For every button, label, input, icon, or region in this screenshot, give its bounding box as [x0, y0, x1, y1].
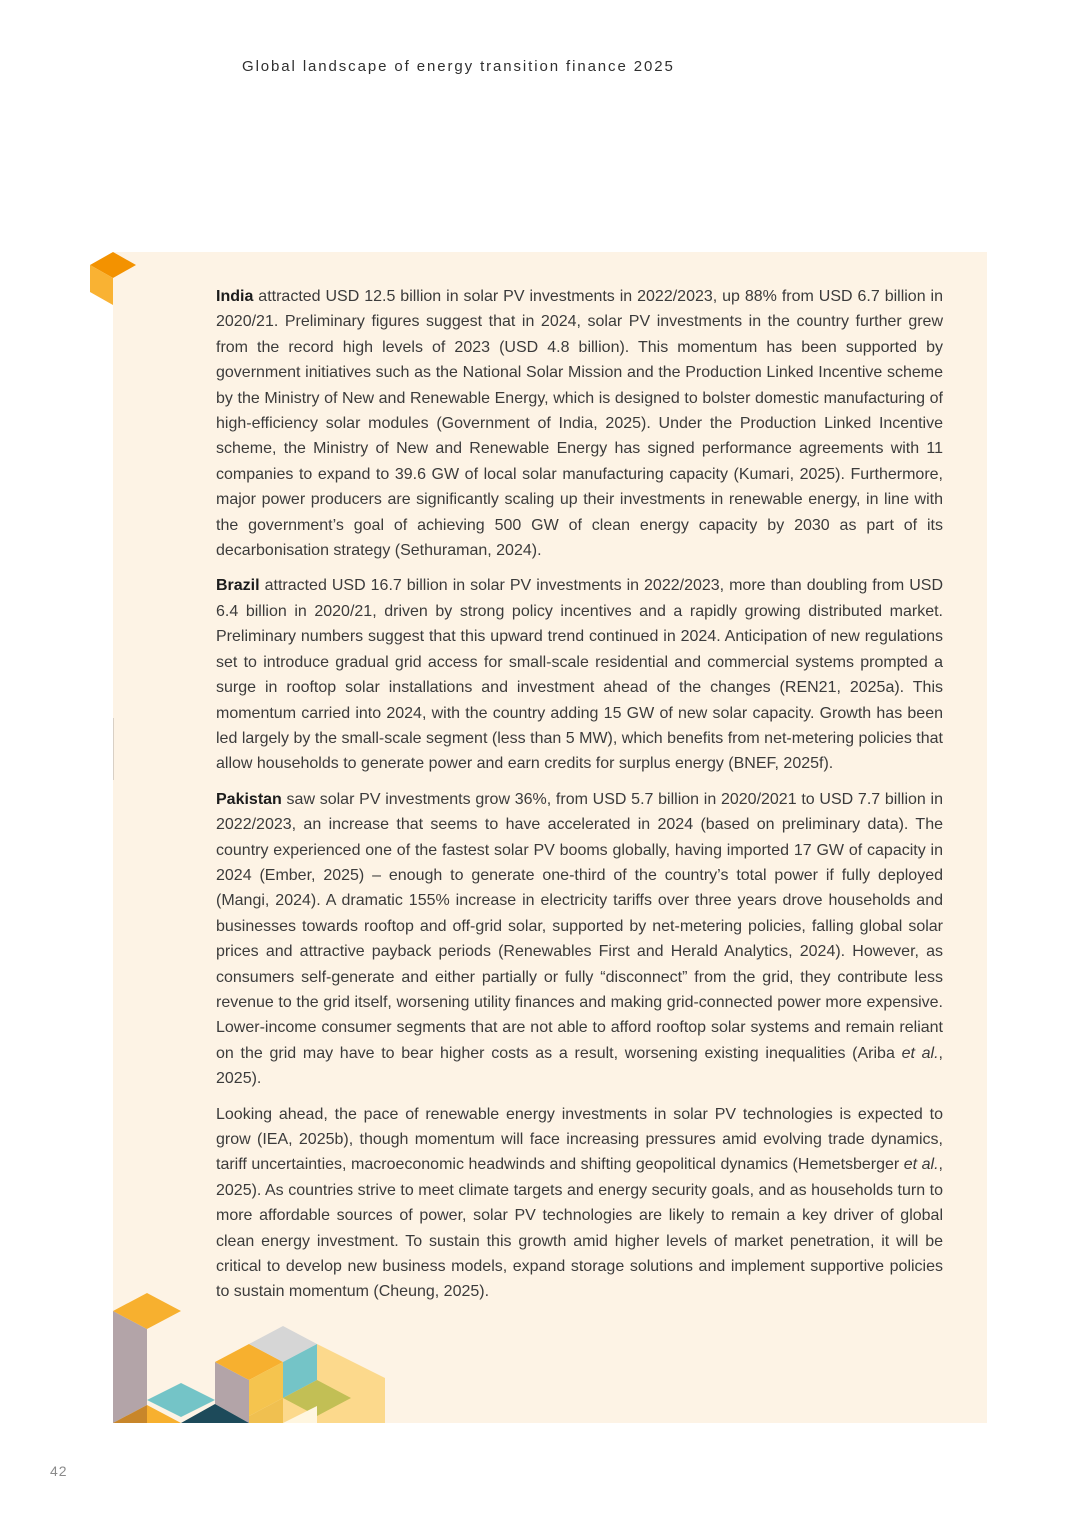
page-number: 42 — [50, 1463, 68, 1479]
paragraph-outlook — [216, 1102, 943, 1305]
panel-edge-line — [113, 718, 114, 780]
paragraph-outlook-tail: , 2025). As countries strive to meet climate targets and energy security goals, and as households turn to more affordable sources of power, solar PV technologies are likely to remain a key driver of global clean energy investment. To sustain this growth amid higher levels of market penetration, it will be critical to develop new business models, expand storage solutions and implement supportive policies to sustain momentum (Cheung, 2025). — [216, 1156, 943, 1301]
cube-mauve-column-left — [113, 1311, 147, 1423]
paragraph-brazil — [216, 573, 943, 776]
paragraph-india-text: attracted USD 12.5 billion in solar PV investments in 2022/2023, up 88% from USD 6.7 billion in 2020/21. Preliminary figures suggest that in 2024, solar PV investments in the country further grew from the record high levels of 2023 (USD 4.8 billion). This momentum has been supported by government initiatives such as the National Solar Mission and the Production Linked Incentive scheme by the Ministry of New and Renewable Energy, which is designed to bolster domestic manufacturing of high-efficiency solar modules (Government of India, 2025). Under the Production Linked Incentive scheme, the Ministry of New and Renewable Energy has signed performance agreements with 11 companies to expand to 39.6 GW of local solar manufacturing capacity (Kumari, 2025). Furthermore, major power producers are significantly scaling up their investments in renewable energy, in line with the government’s goal of achieving 500 GW of clean energy capacity by 2030 as part of its decarbonisation strategy (Sethuraman, 2024). — [216, 288, 943, 560]
page-header-title: Global landscape of energy transition finance 2025 — [242, 58, 675, 75]
paragraph-brazil-text: attracted USD 16.7 billion in solar PV investments in 2022/2023, more than doubling from USD 6.4 billion in 2020/21, driven by strong policy incentives and a rapidly growing distributed market. Preliminary numbers suggest that this upward trend continued in 2024. Anticipation of new regulations set to introduce gradual grid access for small-scale residential and commercial systems prompted a surge in rooftop solar installations and investment ahead of the changes (REN21, 2025a). This momentum carried into 2024, with the country adding 15 GW of new solar capacity. Growth has been led largely by the small-scale segment (less than 5 MW), which benefits from net-metering policies that allow households to generate power and earn credits for surplus energy (BNEF, 2025f). — [216, 577, 944, 773]
country-lead-india: India — [216, 288, 254, 305]
citation-et-al: et al. — [901, 1044, 939, 1062]
paragraph-pakistan-text: saw solar PV investments grow 36%, from USD 5.7 billion in 2020/2021 to USD 7.7 billion in 2022/2023, an increase that seems to have accelerated in 2024 (based on preliminary data). The country experienced one of the fastest solar PV booms globally, having imported 17 GW of capacity in 2024 (Ember, 2025) – enough to generate one-third of the country’s total power if fully deployed (Mangi, 2024). A dramatic 155% increase in electricity tariffs over three years drove households and businesses towards rooftop and off-grid solar, supported by net-metering policies, falling global solar prices and attractive payback periods (Renewables First and Herald Analytics, 2024). However, as consumers self-generate and either partially or fully “disconnect” from the grid, they contribute less revenue to the grid itself, worsening utility finances and making grid-connected power more expensive. Lower-income consumer segments that are not able to afford rooftop solar systems and remain reliant on the grid may have to bear higher costs as a result, worsening existing inequalities (Ariba — [216, 790, 943, 1062]
country-lead-brazil: Brazil — [216, 577, 260, 595]
country-lead-pakistan: Pakistan — [216, 790, 282, 808]
cube-icon — [90, 252, 136, 305]
paragraph-india — [216, 284, 943, 563]
paragraph-pakistan — [216, 787, 943, 1092]
paragraph-outlook-text: Looking ahead, the pace of renewable energy investments in solar PV technologies is expected to grow (IEA, 2025b), though momentum will face increasing pressures amid evolving trade dynamics, tariff uncertainties, macroeconomic headwinds and shifting geopolitical dynamics (Hemetsberger — [216, 1105, 943, 1174]
article-body — [216, 284, 943, 1315]
citation-et-al: et al. — [903, 1156, 939, 1174]
paragraph-pakistan-tail: , 2025). — [216, 1044, 943, 1088]
